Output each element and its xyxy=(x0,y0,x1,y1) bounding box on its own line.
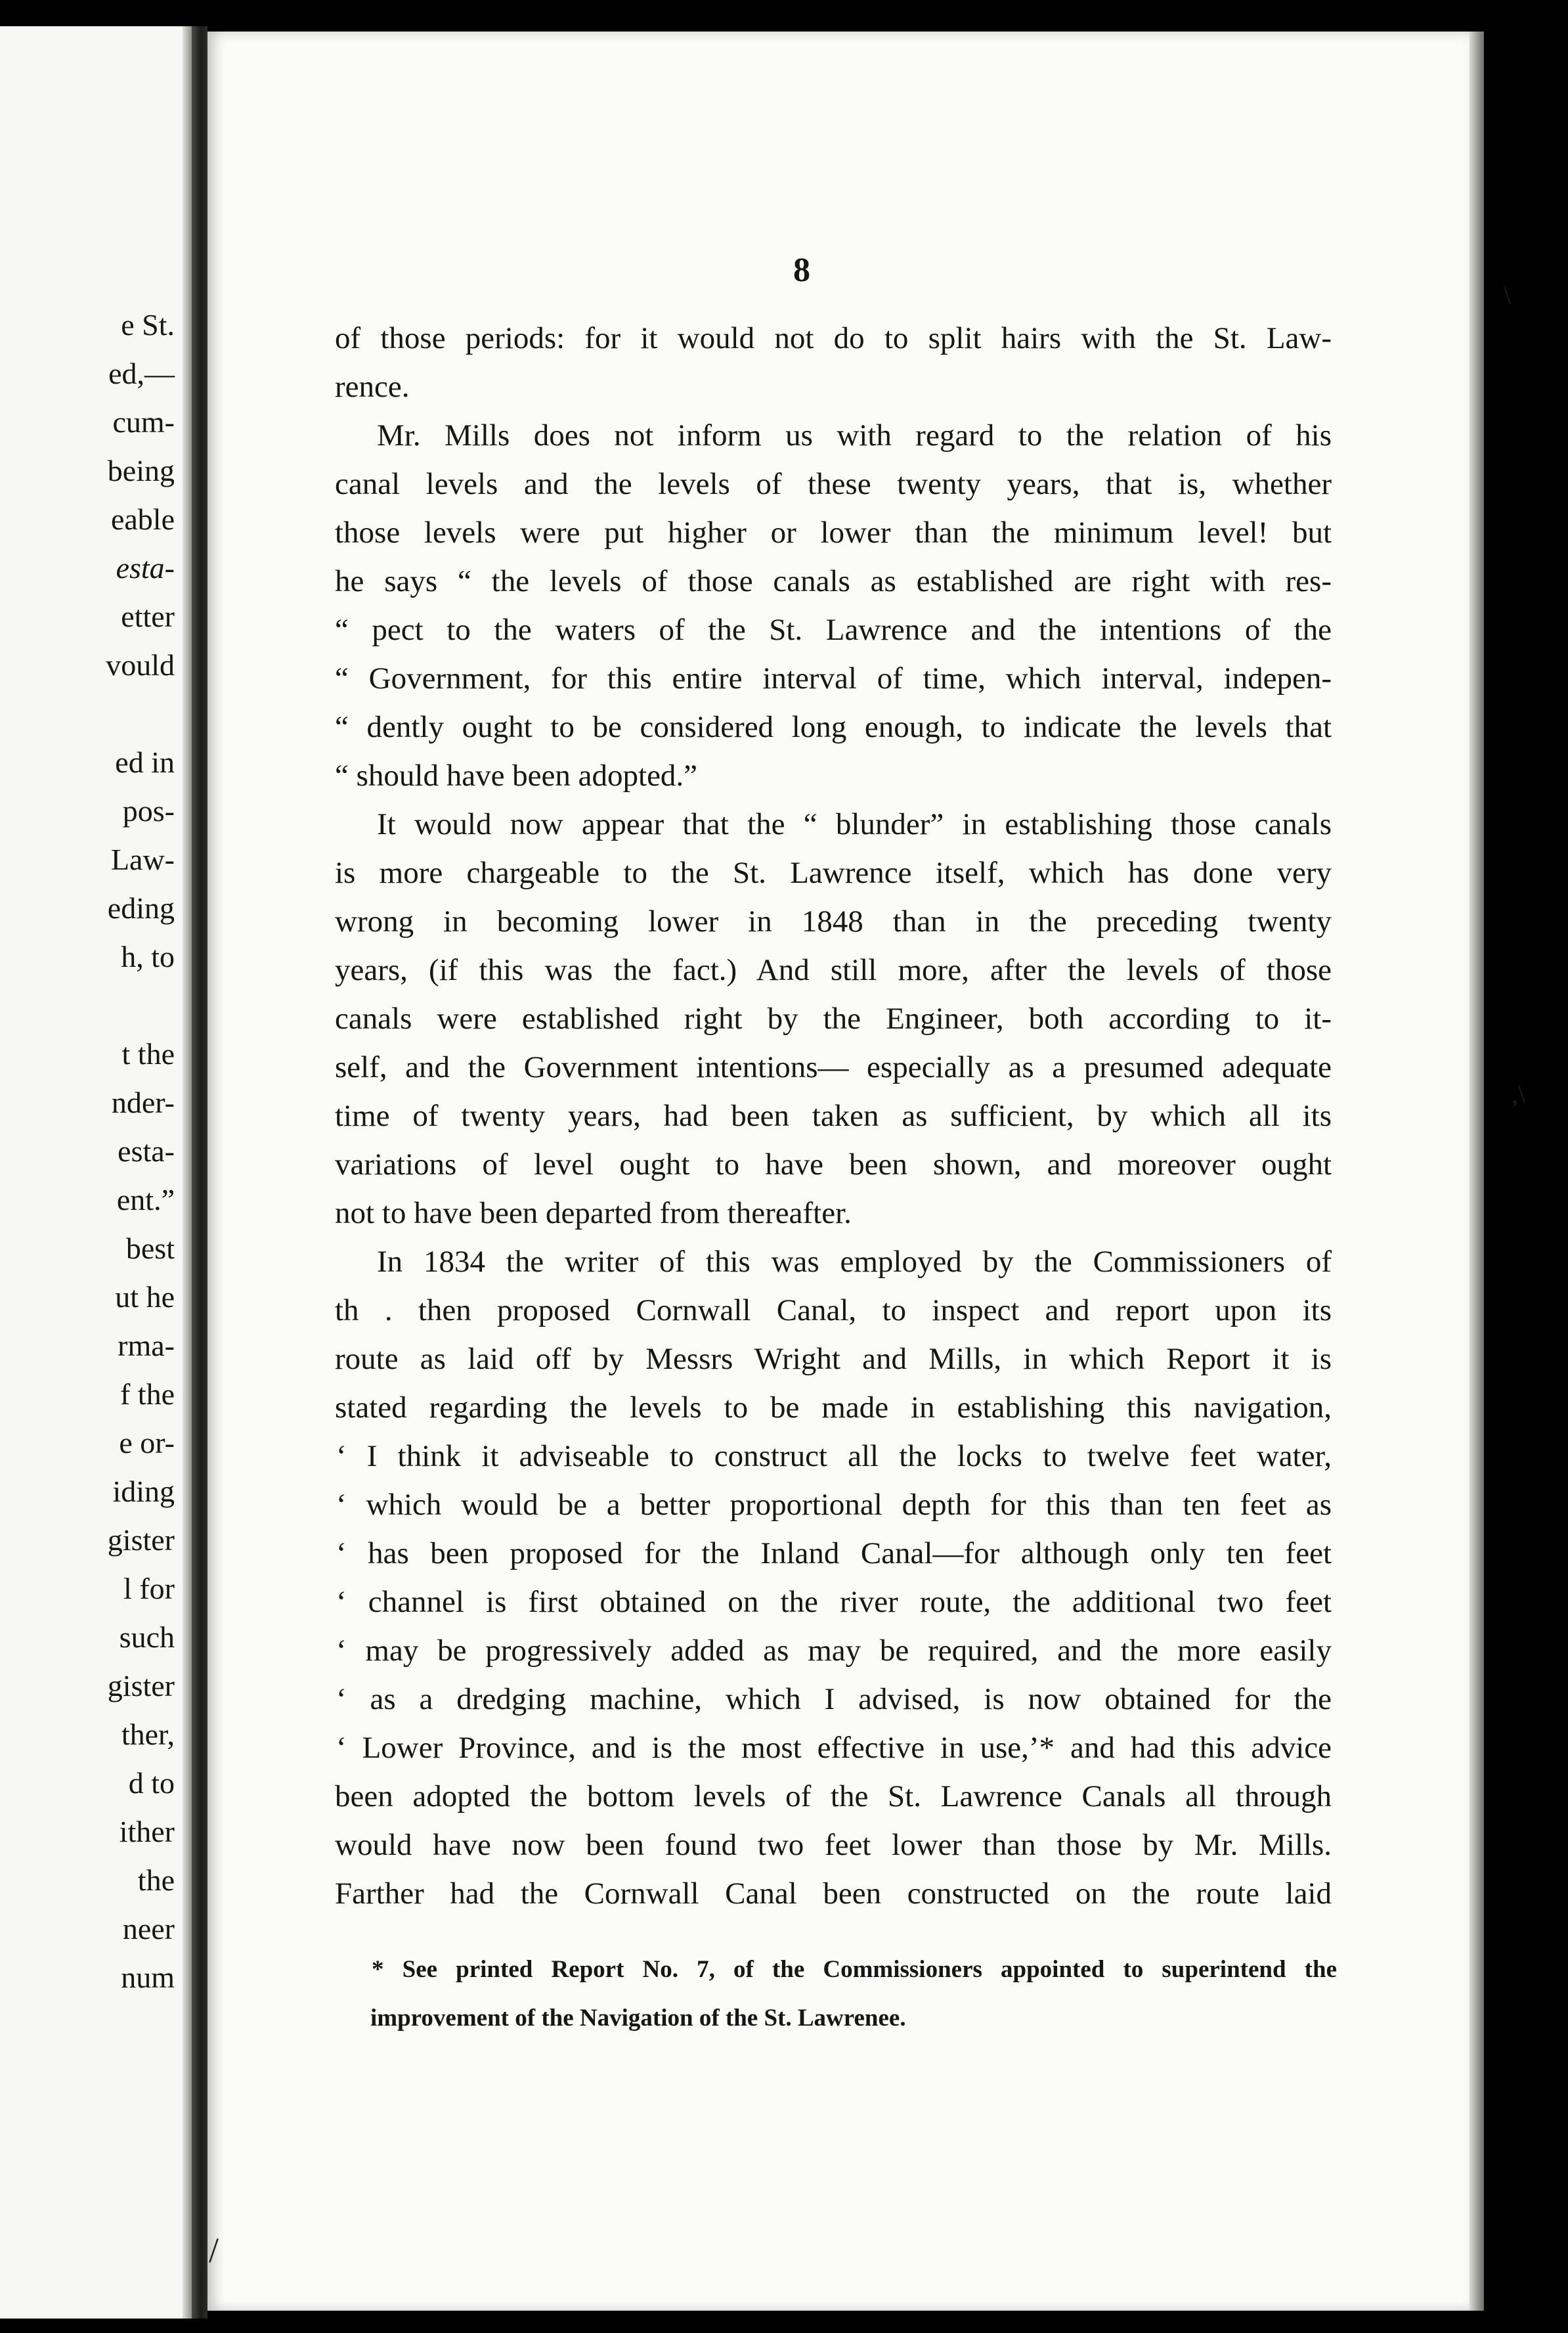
text-line: Farther had the Cornwall Canal been constructed on the route laid xyxy=(335,1877,1332,1911)
left-facing-page xyxy=(0,26,192,2319)
left-page-line: nder- xyxy=(111,1086,175,1119)
text-line: not to have been departed from thereafter. xyxy=(335,1196,852,1230)
left-page-line: ed in xyxy=(115,745,175,779)
left-page-line: ed,— xyxy=(108,357,175,390)
text-line: ‘ may be progressively added as may be required, and the more easily xyxy=(336,1633,1332,1668)
text-line: th . then proposed Cornwall Canal, to inspect and report upon its xyxy=(335,1293,1332,1327)
footnote-line: improvement of the Navigation of the St. Lawrenee. xyxy=(370,2005,906,2032)
text-line: canal levels and the levels of these twenty years, that is, whether xyxy=(335,467,1332,501)
text-line: It would now appear that the “ blunder” in establishing those canals xyxy=(377,807,1332,841)
left-page-line: e St. xyxy=(121,308,175,342)
left-page-blank-line xyxy=(106,690,175,738)
left-page-line: l for xyxy=(123,1572,175,1605)
left-page-line: ut he xyxy=(115,1280,175,1314)
left-page-line: pos- xyxy=(122,794,175,828)
text-line: “ Government, for this entire interval of time, which interval, indepen- xyxy=(335,661,1332,696)
left-page-line: gister xyxy=(107,1523,175,1557)
left-page-line: vould xyxy=(106,648,175,682)
left-page-line: esta- xyxy=(118,1134,175,1168)
scan-speck: ,\ xyxy=(1512,1079,1526,1109)
left-page-line: d to xyxy=(128,1766,175,1800)
left-page-line: e or- xyxy=(119,1426,175,1459)
body-text xyxy=(335,314,1332,1918)
scan-speck: \ xyxy=(1504,280,1512,310)
text-line: years, (if this was the fact.) And still more, after the levels of those xyxy=(335,953,1332,987)
left-page-line: ent.” xyxy=(116,1183,175,1216)
text-line: is more chargeable to the St. Lawrence itself, which has done very xyxy=(335,856,1332,890)
footnote-line: * See printed Report No. 7, of the Commissioners appointed to superintend the xyxy=(372,1956,1337,1983)
text-line: canals were established right by the Engineer, both according to it- xyxy=(335,1002,1332,1036)
text-line: rence. xyxy=(335,370,410,404)
left-page-line: gister xyxy=(107,1669,175,1702)
left-page-line: cum- xyxy=(112,405,175,439)
text-line: ‘ I think it adviseable to construct all the locks to twelve feet water, xyxy=(336,1439,1332,1473)
left-page-line: num xyxy=(121,1961,175,1994)
left-page-line: rma- xyxy=(118,1329,175,1362)
text-line: stated regarding the levels to be made in establishing this navigation, xyxy=(335,1390,1332,1425)
left-page-text-fragment xyxy=(106,301,175,2002)
left-page-line: Law- xyxy=(110,843,175,876)
text-line: route as laid off by Messrs Wright and Mills, in which Report it is xyxy=(335,1342,1332,1376)
left-page-line: neer xyxy=(122,1912,175,1945)
book-spine xyxy=(192,26,207,2319)
scan-speck: / xyxy=(209,2231,219,2270)
page-number: 8 xyxy=(793,252,810,289)
left-page-line: the xyxy=(137,1863,175,1897)
left-page-line: t the xyxy=(121,1037,175,1071)
text-line: wrong in becoming lower in 1848 than in the preceding twenty xyxy=(335,904,1332,939)
left-page-line: esta- xyxy=(116,551,175,585)
left-page-blank-line xyxy=(106,981,175,1030)
left-page-line: etter xyxy=(121,600,175,633)
page-edge xyxy=(1470,32,1484,2311)
text-line: he says “ the levels of those canals as established are right with res- xyxy=(335,564,1332,598)
text-line: In 1834 the writer of this was employed by the Commissioners of xyxy=(377,1245,1332,1279)
text-line: ‘ Lower Province, and is the most effective in use,’* and had this advice xyxy=(336,1731,1332,1765)
text-line: “ should have been adopted.” xyxy=(335,759,698,793)
left-page-line: h, to xyxy=(121,940,175,973)
left-page-line: eable xyxy=(110,502,175,536)
text-line: would have now been found two feet lower than those by Mr. Mills. xyxy=(335,1828,1332,1862)
text-line: “ pect to the waters of the St. Lawrence and the intentions of the xyxy=(335,613,1332,647)
text-line: ‘ as a dredging machine, which I advised, is now obtained for the xyxy=(336,1682,1332,1716)
text-line: ‘ channel is first obtained on the river route, the additional two feet xyxy=(336,1585,1332,1619)
left-page-line: best xyxy=(125,1232,175,1265)
text-line: been adopted the bottom levels of the St. Lawrence Canals all through xyxy=(335,1779,1332,1813)
left-page-line: iding xyxy=(112,1475,175,1508)
left-page-line: f the xyxy=(120,1377,175,1411)
text-line: ‘ which would be a better proportional depth for this than ten feet as xyxy=(336,1488,1332,1522)
text-line: self, and the Government intentions— especially as a presumed adequate xyxy=(335,1050,1332,1084)
text-line: time of twenty years, had been taken as sufficient, by which all its xyxy=(335,1099,1332,1133)
left-page-line: such xyxy=(119,1620,175,1654)
text-line: variations of level ought to have been shown, and moreover ought xyxy=(335,1147,1332,1182)
gutter-shadow xyxy=(183,26,192,2319)
text-line: “ dently ought to be considered long enough, to indicate the levels that xyxy=(335,710,1332,744)
footnote xyxy=(372,1945,1337,2043)
left-page-line: eding xyxy=(107,891,175,925)
text-line: ‘ has been proposed for the Inland Canal—for although only ten feet xyxy=(336,1536,1332,1570)
text-line: those levels were put higher or lower than the minimum level! but xyxy=(335,516,1332,550)
text-line: of those periods: for it would not do to split hairs with the St. Law- xyxy=(335,321,1332,355)
left-page-line: being xyxy=(107,454,175,487)
left-page-line: ither xyxy=(119,1815,175,1848)
text-line: Mr. Mills does not inform us with regard to the relation of his xyxy=(377,418,1332,453)
left-page-line: ther, xyxy=(121,1718,175,1751)
